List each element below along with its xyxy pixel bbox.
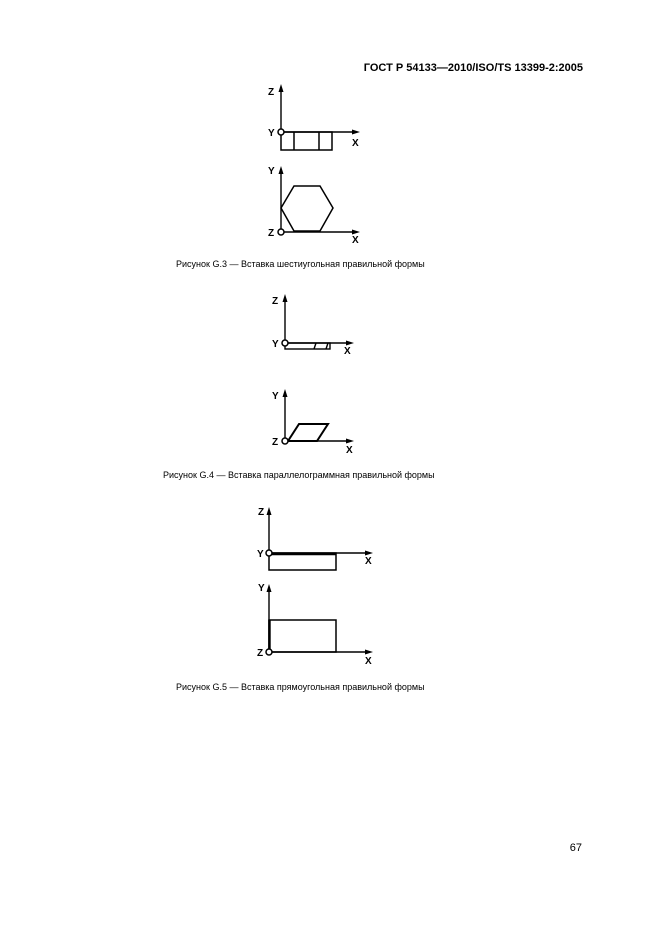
axis-label-origin: Y	[272, 339, 279, 350]
axis-label-vertical: Y	[268, 166, 275, 177]
axis-label-origin: Z	[268, 228, 275, 239]
x-axis-arrow-icon	[346, 439, 354, 444]
figure-g5-top-view	[248, 580, 378, 670]
y-axis-arrow-icon	[267, 584, 272, 592]
axis-label-origin: Y	[268, 128, 275, 139]
hexagon-insert-outline	[281, 186, 333, 231]
axis-label-origin: Z	[272, 437, 279, 448]
x-axis-arrow-icon	[346, 341, 354, 346]
z-axis-arrow-icon	[279, 84, 284, 92]
axis-label-vertical: Z	[268, 87, 275, 98]
page-number: 67	[569, 842, 582, 854]
origin-marker-icon	[266, 649, 272, 655]
figure-g3-side-view	[260, 82, 370, 154]
axis-label-origin: Y	[257, 549, 264, 560]
parallelogram-insert-outline	[288, 424, 328, 441]
figure-g3-top-view	[260, 162, 370, 246]
origin-marker-icon	[282, 340, 288, 346]
rectangle-insert-outline	[269, 620, 336, 652]
x-axis-arrow-icon	[352, 130, 360, 135]
origin-marker-icon	[282, 438, 288, 444]
y-axis-arrow-icon	[283, 389, 288, 397]
axis-label-x: X	[344, 346, 351, 357]
origin-marker-icon	[278, 229, 284, 235]
figure-g4-caption: Рисунок G.4 — Вставка параллелограммная правильной формы	[163, 470, 435, 480]
parallelogram-insert-edge-line	[326, 343, 328, 349]
axis-label-vertical: Z	[272, 296, 279, 307]
y-axis-arrow-icon	[279, 166, 284, 174]
axis-label-x: X	[365, 656, 372, 667]
axis-label-x: X	[352, 235, 359, 246]
parallelogram-insert-side-outline	[285, 343, 330, 349]
figure-g5-caption: Рисунок G.5 — Вставка прямоугольная правильной формы	[176, 682, 425, 692]
figure-g4-top-view	[264, 385, 364, 457]
origin-marker-icon	[278, 129, 284, 135]
axis-label-origin: Z	[257, 648, 264, 659]
figure-g3-caption: Рисунок G.3 — Вставка шестиугольная правильной формы	[176, 259, 425, 269]
x-axis-arrow-icon	[365, 551, 373, 556]
axis-label-vertical: Y	[258, 583, 265, 594]
parallelogram-insert-edge-line	[314, 343, 316, 349]
z-axis-arrow-icon	[283, 294, 288, 302]
axis-label-x: X	[346, 445, 353, 456]
hexagon-insert-side-outline	[281, 132, 332, 150]
x-axis-arrow-icon	[352, 230, 360, 235]
axis-label-x: X	[352, 138, 359, 149]
rectangle-insert-side-outline	[269, 553, 336, 570]
figure-g5-side-view	[248, 503, 378, 575]
x-axis-arrow-icon	[365, 650, 373, 655]
figure-g4-side-view	[264, 290, 364, 358]
axis-label-vertical: Z	[258, 507, 265, 518]
document-header: ГОСТ Р 54133—2010/ISO/TS 13399-2:2005	[363, 62, 583, 74]
origin-marker-icon	[266, 550, 272, 556]
axis-label-vertical: Y	[272, 391, 279, 402]
z-axis-arrow-icon	[267, 507, 272, 515]
axis-label-x: X	[365, 556, 372, 567]
